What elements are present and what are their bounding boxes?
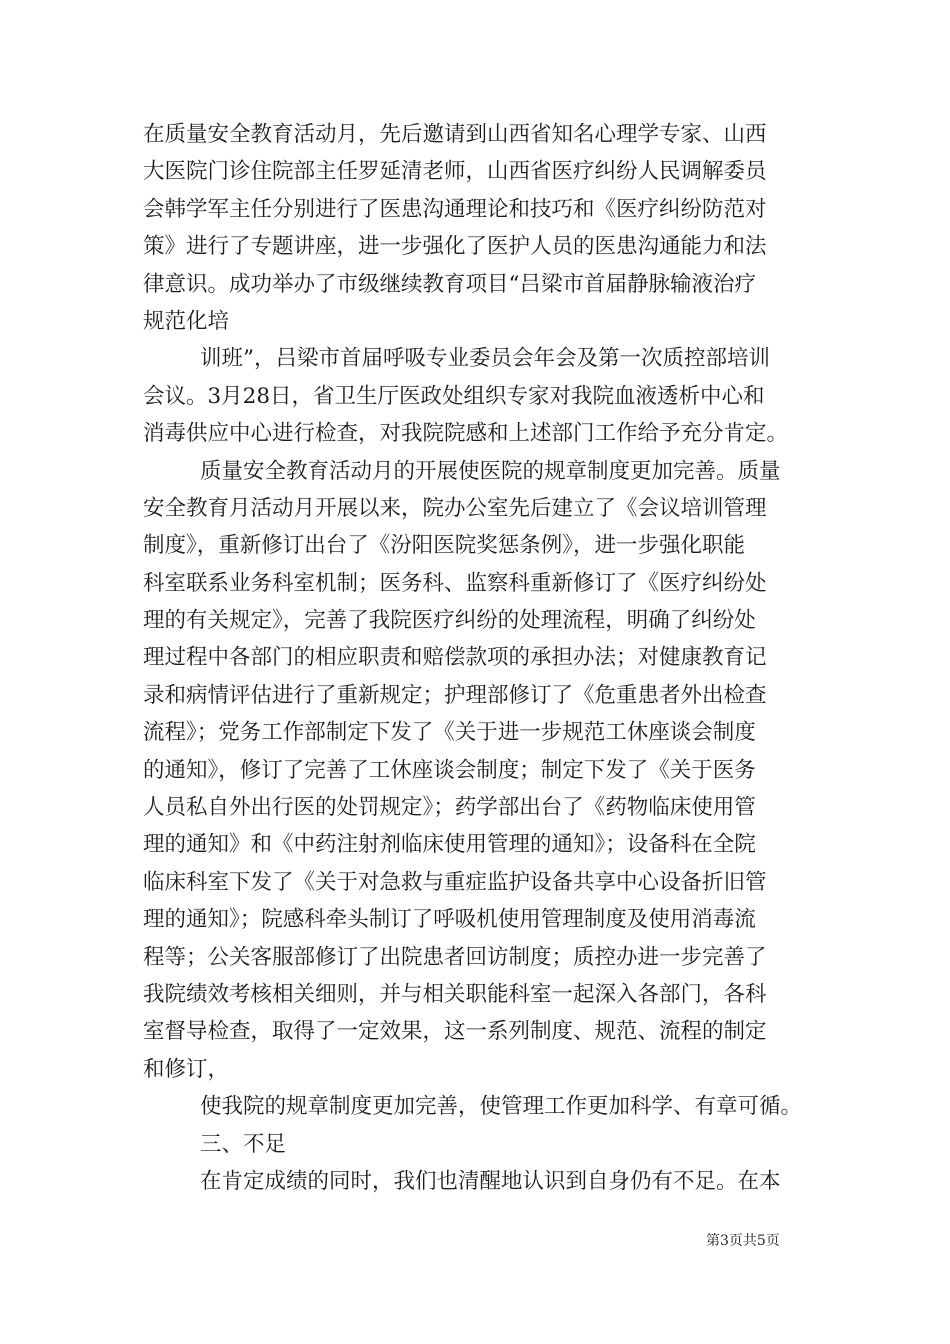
page-indicator: 第3页共5页 [706, 1233, 780, 1249]
text-line: 和修订， [143, 1056, 230, 1082]
text-line: 科室联系业务科室机制；医务科、监察科重新修订了《医疗纠纷处 [143, 570, 767, 596]
text-line: 会议。3月28日，省卫生厅医政处组织专家对我院血液透析中心和 [143, 383, 765, 409]
document-body [143, 116, 815, 1200]
text-line: 安全教育月活动月开展以来，院办公室先后建立了《会议培训管理 [143, 495, 767, 521]
text-line: 理的通知》和《中药注射剂临床使用管理的通知》；设备科在全院 [143, 832, 756, 858]
text-line: 人员私自外出行医的处罚规定》；药学部出台了《药物临床使用管 [143, 795, 756, 821]
text-line: 程等；公关客服部修订了出院患者回访制度；质控办进一步完善了 [143, 944, 767, 970]
section-heading: 三、不足 [200, 1131, 287, 1157]
text-line: 律意识。成功举办了市级继续教育项目“吕梁市首届静脉输液治疗 [143, 271, 756, 297]
text-line: 规范化培 [143, 308, 230, 334]
text-line: 临床科室下发了《关于对急救与重症监护设备共享中心设备折旧管 [143, 869, 767, 895]
text-line: 我院绩效考核相关细则，并与相关职能科室一起深入各部门，各科 [143, 981, 767, 1007]
text-line: 理过程中各部门的相应职责和赔偿款项的承担办法；对健康教育记 [143, 645, 767, 671]
text-line: 的通知》，修订了完善了工休座谈会制度；制定下发了《关于医务 [143, 757, 756, 783]
text-line: 在质量安全教育活动月，先后邀请到山西省知名心理学专家、山西 [143, 122, 767, 147]
text-line: 理的有关规定》，完善了我院医疗纠纷的处理流程，明确了纠纷处 [143, 608, 756, 634]
paragraph-start-line: 质量安全教育活动月的开展使医院的规章制度更加完善。质量 [200, 458, 781, 484]
text-line: 流程》；党务工作部制定下发了《关于进一步规范工休座谈会制度 [143, 720, 756, 746]
text-line: 消毒供应中心进行检查，对我院院感和上述部门工作给予充分肯定。 [143, 421, 789, 447]
text-line: 策》进行了专题讲座，进一步强化了医护人员的医患沟通能力和法 [143, 234, 767, 260]
text-line: 会韩学军主任分别进行了医患沟通理论和技巧和《医疗纠纷防范对 [143, 196, 767, 222]
text-line: 理的通知》；院感科牵头制订了呼吸机使用管理制度及使用消毒流 [143, 907, 756, 933]
text-line: 室督导检查，取得了一定效果，这一系列制度、规范、流程的制定 [143, 1019, 767, 1045]
text-line: 大医院门诊住院部主任罗延清老师，山西省医疗纠纷人民调解委员 [143, 159, 767, 185]
paragraph-start-line: 使我院的规章制度更加完善，使管理工作更加科学、有章可循。 [200, 1094, 803, 1120]
text-line: 制度》，重新修订出台了《汾阳医院奖惩条例》，进一步强化职能 [143, 533, 746, 559]
text-line: 训班”，吕梁市首届呼吸专业委员会年会及第一次质控部培训 [200, 346, 770, 372]
paragraph-start-line: 在肯定成绩的同时，我们也清醒地认识到自身仍有不足。在本 [200, 1168, 781, 1194]
text-line: 录和病情评估进行了重新规定；护理部修订了《危重患者外出检查 [143, 682, 767, 708]
